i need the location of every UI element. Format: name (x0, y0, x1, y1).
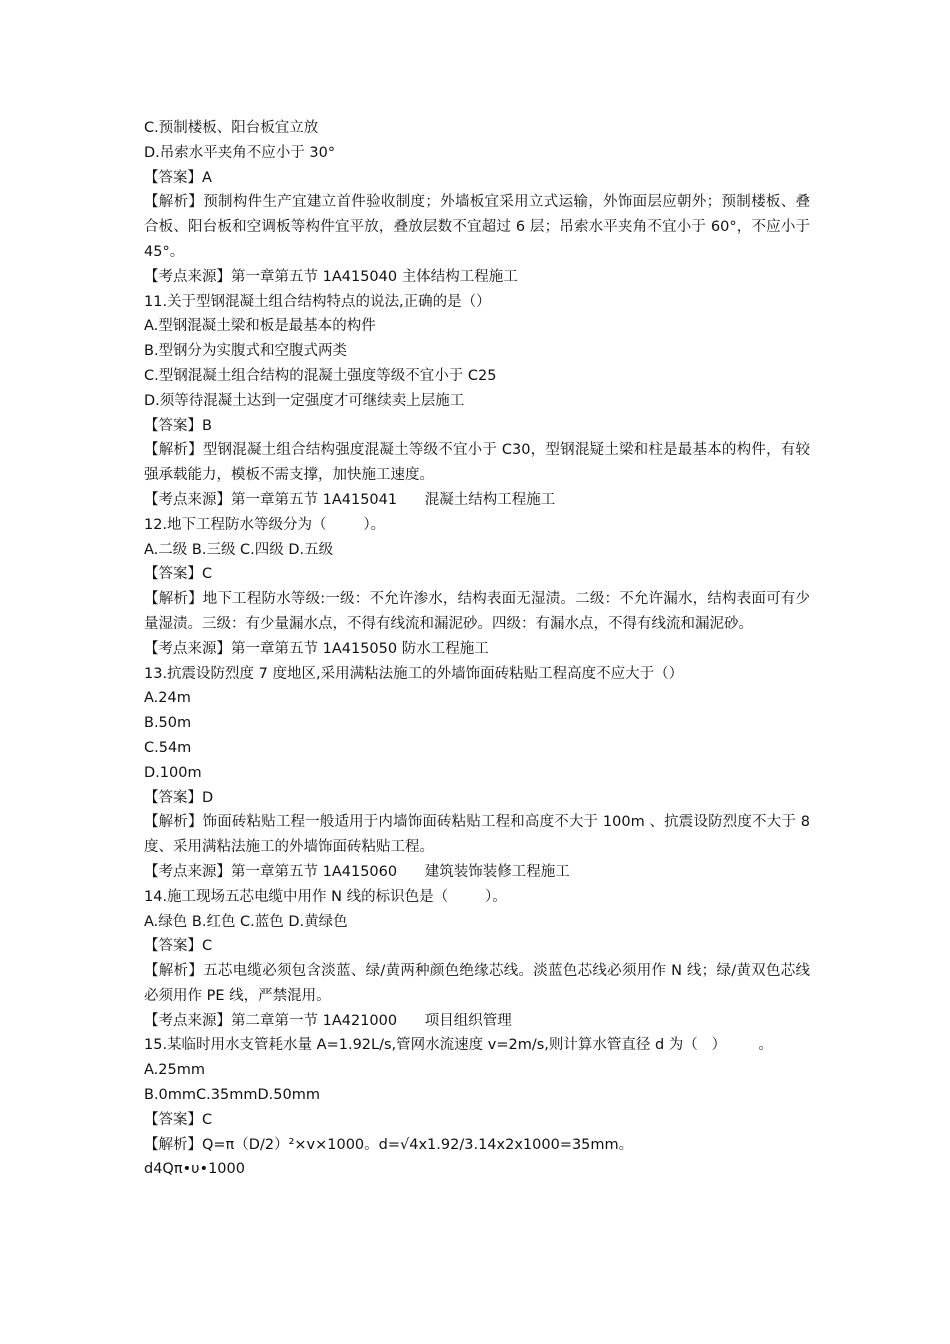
q11-answer: 【答案】B (144, 417, 212, 434)
q14-answer: 【答案】C (144, 938, 213, 955)
q10-option-c: C.预制楼板、阳台板宜立放 (144, 120, 319, 136)
q13-question: 13.抗震设防烈度 7 度地区,采用满粘法施工的外墙饰面砖粘贴工程高度不应大于（） (144, 665, 684, 682)
q11-source: 【考点来源】第一章第五节 1A415041 混凝土结构工程施工 (144, 491, 556, 508)
q11-explanation: 【解析】型钢混凝土组合结构强度混凝土等级不宜小于 C30，型钢混疑土梁和柱是最基本的构件，有较强承载能力，模板不需支撑，加快施工速度。 (144, 442, 810, 484)
q15-option-a: A.25mm (144, 1062, 205, 1079)
q10-source: 【考点来源】第一章第五节 1A415040 主体结构工程施工 (144, 268, 518, 285)
q14-question: 14.施工现场五芯电缆中用作 N 线的标识色是（ ）。 (144, 888, 507, 905)
q12-explanation: 【解析】地下工程防水等级:一级：不允许渗水，结构表面无湿渍。二级：不允许漏水，结构表面可有少量湿渍。三级：有少量漏水点，不得有线流和漏泥砂。四级：有漏水点，不得有线流和漏泥砂。 (144, 591, 810, 632)
q13-option-a: A.24m (144, 690, 191, 707)
q15-formula: d4Qπ•υ•1000 (144, 1161, 245, 1178)
q12-options: A.二级 B.三级 C.四级 D.五级 (144, 541, 334, 558)
q15-explanation: 【解析】Q=π（D/2）²×v×1000。d=√4x1.92/3.14x2x1000=35mm。 (144, 1136, 634, 1153)
q12-question: 12.地下工程防水等级分为（ ）。 (144, 516, 386, 533)
q13-option-d: D.100m (144, 764, 202, 781)
q14-explanation: 【解析】五芯电缆必须包含淡蓝、绿/黄两种颜色绝缘芯线。淡蓝色芯线必须用作 N 线；绿/黄双色芯线必须用作 PE 线，严禁混用。 (144, 963, 810, 1004)
q11-option-a: A.型钢混凝土梁和板是最基本的构件 (144, 318, 376, 335)
q10-answer: 【答案】A (144, 169, 212, 186)
document-body (144, 116, 815, 1182)
q11-option-d: D.须等待混凝土达到一定强度才可继续卖上层施工 (144, 392, 465, 409)
q11-option-c: C.型钢混凝土组合结构的混凝土强度等级不宜小于 C25 (144, 367, 497, 384)
q10-explanation: 【解析】预制构件生产宜建立首件验收制度；外墙板宜采用立式运输，外饰面层应朝外；预制楼板、叠合板、阳台板和空调板等构件宜平放，叠放层数不宜超过 6 层；吊索水平夹角不宜小于 60°，不应小于 45°。 (144, 194, 815, 260)
q15-options-bcd: B.0mmC.35mmD.50mm (144, 1087, 320, 1104)
q13-source: 【考点来源】第一章第五节 1A415060 建筑装饰装修工程施工 (144, 863, 570, 880)
q13-explanation: 【解析】饰面砖粘贴工程一般适用于内墙饰面砖粘贴工程和高度不大于 100m 、抗震设防烈度不大于 8 度、采用满粘法施工的外墙饰面砖粘贴工程。 (144, 814, 815, 856)
q11-question: 11.关于型钢混凝土组合结构特点的说法,正确的是（） (144, 293, 491, 310)
q14-options: A.绿色 B.红色 C.蓝色 D.黄绿色 (144, 913, 348, 930)
q11-option-b: B.型钢分为实腹式和空腹式两类 (144, 343, 348, 360)
q13-option-b: B.50m (144, 715, 192, 732)
q13-answer: 【答案】D (144, 789, 214, 806)
q14-source: 【考点来源】第二章第一节 1A421000 项目组织管理 (144, 1012, 512, 1029)
q12-source: 【考点来源】第一章第五节 1A415050 防水工程施工 (144, 640, 489, 657)
q15-answer: 【答案】C (144, 1111, 213, 1128)
q13-option-c: C.54m (144, 739, 192, 756)
q15-question: 15.某临时用水支管耗水量 A=1.92L/s,管网水流速度 v=2m/s,则计算水管直径 d 为（ ） 。 (144, 1037, 773, 1054)
q10-option-d: D.吊索水平夹角不应小于 30° (144, 144, 336, 161)
q12-answer: 【答案】C (144, 566, 213, 583)
